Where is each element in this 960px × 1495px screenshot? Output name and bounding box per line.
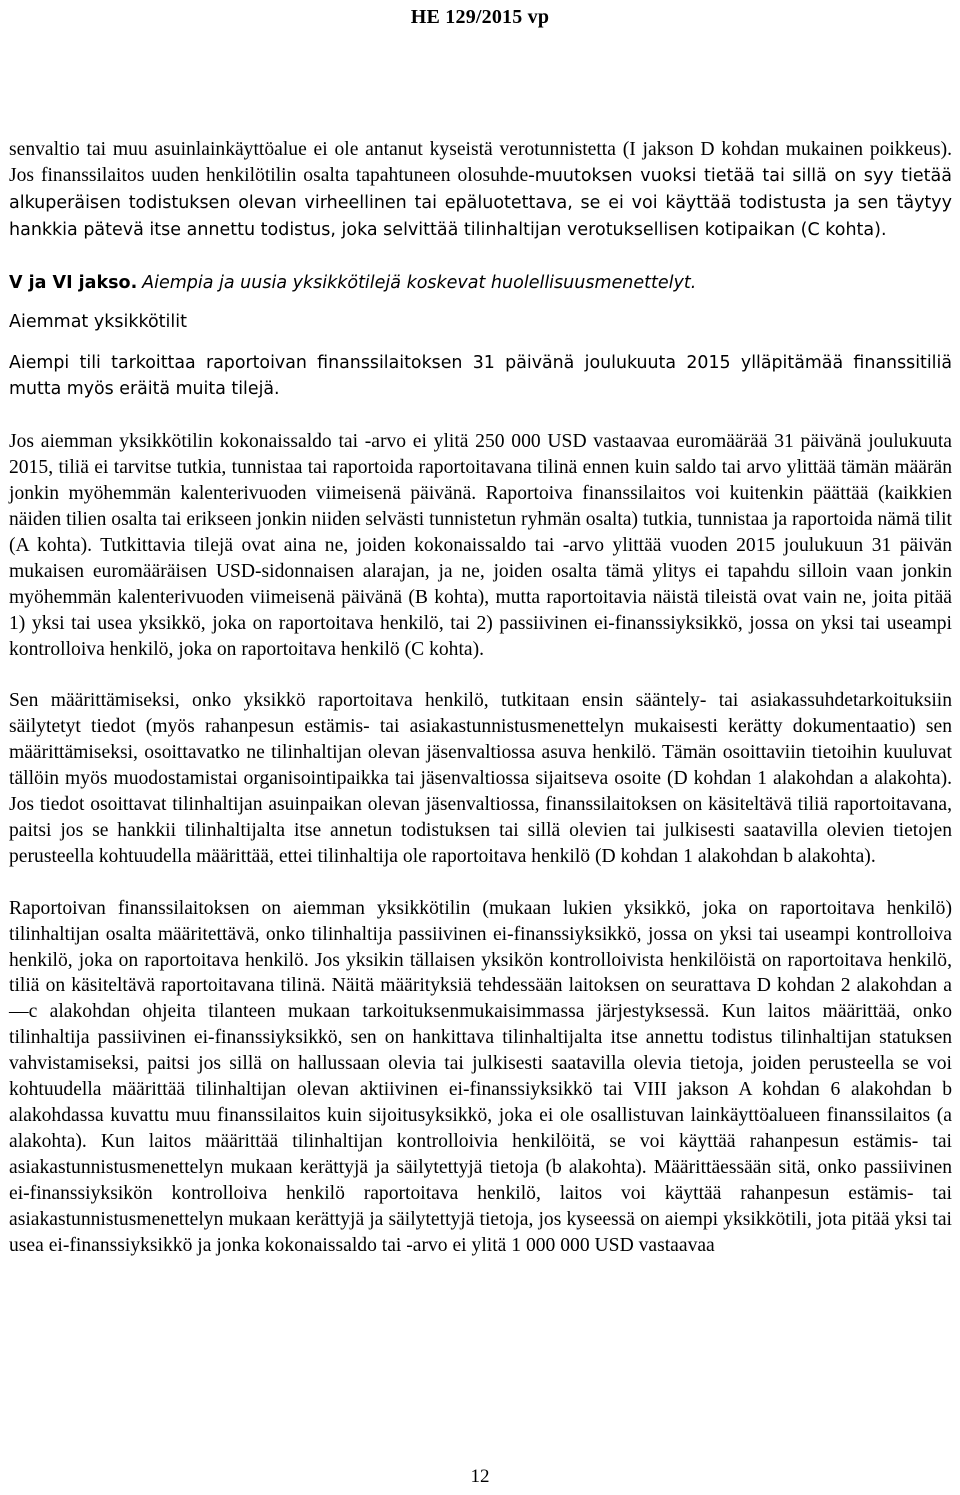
page-number: 12 [470, 1466, 490, 1487]
section-heading-title: Aiempia ja uusia yksikkötilejä koskevat huolellisuusmenettelyt. [142, 272, 697, 293]
paragraph-kokonaissaldo: Jos aiemman yksikkötilin kokonaissaldo tai -arvo ei ylitä 250 000 USD vastaavaa euromäärää 31 päivänä joulukuuta 2015, tiliä ei tarvitse tutkia, tunnistaa tai raportoida raportoitavana tilinä ennen kuin saldo tai arvo ylittää tämän määrän jonkin myöhemmän kalenterivuoden viimeisenä päivänä. Raportoiva finanssilaitos voi kuitenkin päättää (kaikkien näiden tilien osalta tai erikseen jonkin niiden selvästi tunnistetun ryhmän osalta) tutkia, tunnistaa ja raportoida nämä tilit (A kohta). Tutkittavia tilejä ovat aina ne, joiden kokonaissaldo tai -arvo ylittää vuoden 2015 joulukuun 31 päivän mukaisen euromääräisen USD-sidonnaisen alarajan, ja ne, joiden osalta tämä ylitys ei tapahdu silloin vaan jonkin myöhemmän kalenterivuoden viimeisenä päivänä (B kohta), mutta raportoitavia näistä tileistä ovat vain ne, joita pitää 1) yksi tai usea yksikkö, joka on raportoitava henkilö, tai 2) passiivinen ei-finanssiyksikkö, jossa on yksi tai useampi kontrolloiva henkilö, joka on raportoitava henkilö (C kohta). [9, 431, 952, 660]
paragraph-raportoiva-laitos: Raportoivan finanssilaitoksen on aiemman yksikkötilin (mukaan lukien yksikkö, joka on raportoitava henkilö) tilinhaltijan osalta määritettävä, onko tilinhaltija passiivinen ei-finanssiyksikkö, jossa on yksi tai useampi kontrolloiva henkilö, joka on raportoitava henkilö. Jos yksikin tällaisen yksikön kontrolloivista henkilöistä on raportoitava henkilö, tiliä on käsiteltävä raportoitavana tilinä. Näitä määrityksiä tehdessään laitoksen on seurattava D kohdan 2 alakohdan a—c alakohdan ohjeita tilanteen mukaan tarkoituksenmukaisimmassa järjestyksessä. Kun laitos määrittää, onko tilinhaltija passiivinen ei-finanssiyksikkö, sen on hankittava tilinhaltijalta itse annettu todistus tilinhaltijan statuksen vahvistamiseksi, paitsi jos sillä on hallussaan olevia tai julkisesti saatavilla olevia tietoja, joiden perusteella se voi kohtuudella määrittää tilinhaltijan olevan aktiivinen ei-finanssiyksikkö tai VIII jakson A kohdan 6 alakohdan b alakohdassa kuvattu muu finanssilaitos kuin sijoitusyksikkö, joka ei ole osallistuvan lainkäyttöalueen finanssilaitos (a alakohta). Kun laitos määrittää tilinhaltijan kontrolloivia henkilöitä, se voi käyttää rahanpesun estämis- tai asiakastunnistusmenettelyn mukaan kerättyjä ja säilytettyjä tietoja (b alakohta). Määrittäessään sitä, onko passiivinen ei-finanssiyksikön kontrolloiva henkilö raportoitava henkilö, laitos voi käyttää rahanpesun estämis- tai asiakastunnistusmenettelyn mukaan kerättyjä ja säilytettyjä tietoja, jos kyseessä on aiempi yksikkötili, jota pitää yksi tai usea ei-finanssiyksikkö ja jonka kokonaissaldo tai -arvo ei ylitä 1 000 000 USD vastaavaa [9, 897, 952, 1256]
subheading: Aiemmat yksikkötilit [9, 311, 187, 332]
document-header: HE 129/2015 vp [410, 6, 550, 28]
paragraph-continuation-sans: muutoksen vuoksi tietää tai sillä on syy tietää alkuperäisen todistuksen olevan virheellinen tai epäluotettava, se ei voi käyttää todistusta ja sen täytyy hankkia pätevä itse annettu todistus, joka selvittää tilinhaltijan verotuksellisen kotipaikan (C kohta). [9, 165, 952, 240]
paragraph-continuation [9, 137, 952, 244]
paragraph-maarittaminen: Sen määrittämiseksi, onko yksikkö raportoitava henkilö, tutkitaan ensin sääntely- tai asiakassuhdetarkoituksiin säilytetyt tiedot (myös rahanpesun estämis- tai asiakastunnistusmenettelyn mukaisesti kerätty dokumentaatio) sen määrittämiseksi, osoittavatko ne tilinhaltijan olevan jäsenvaltiossa asuva henkilö. Tämän osoittaviin tietoihin kuuluvat tällöin myös muodostamistai organisointipaikka tai jäsenvaltiossa sijaitseva osoite (D kohdan 1 alakohdan a alakohta). Jos tiedot osoittavat tilinhaltijan asuinpaikan olevan jäsenvaltiossa, finanssilaitoksen on käsiteltävä tiliä raportoitavana, paitsi jos se hankkii tilinhaltijalta itse annetun todistuksen tai sillä olevien tai julkisesti saatavilla olevien tietojen perusteella kohtuudella määrittää, ettei tilinhaltija ole raportoitava henkilö (D kohdan 1 alakohdan b alakohta). [9, 690, 952, 867]
document-body [9, 137, 952, 1258]
section-heading-label: V ja VI jakso. [9, 272, 138, 293]
paragraph-continuation-serif: senvaltio tai muu asuinlainkäyttöalue ei ole antanut kyseistä verotunnistetta (I jakson D kohdan mukainen poikkeus). Jos finanssilaitos uuden henkilötilin osalta tapahtuneen olosuhde- [9, 139, 952, 186]
paragraph-aiempi-tili: Aiempi tili tarkoittaa raportoivan finanssilaitoksen 31 päivänä joulukuuta 2015 ylläpitämää finanssitiliä mutta myös eräitä muita tilejä. [9, 353, 952, 400]
section-heading [9, 270, 952, 297]
